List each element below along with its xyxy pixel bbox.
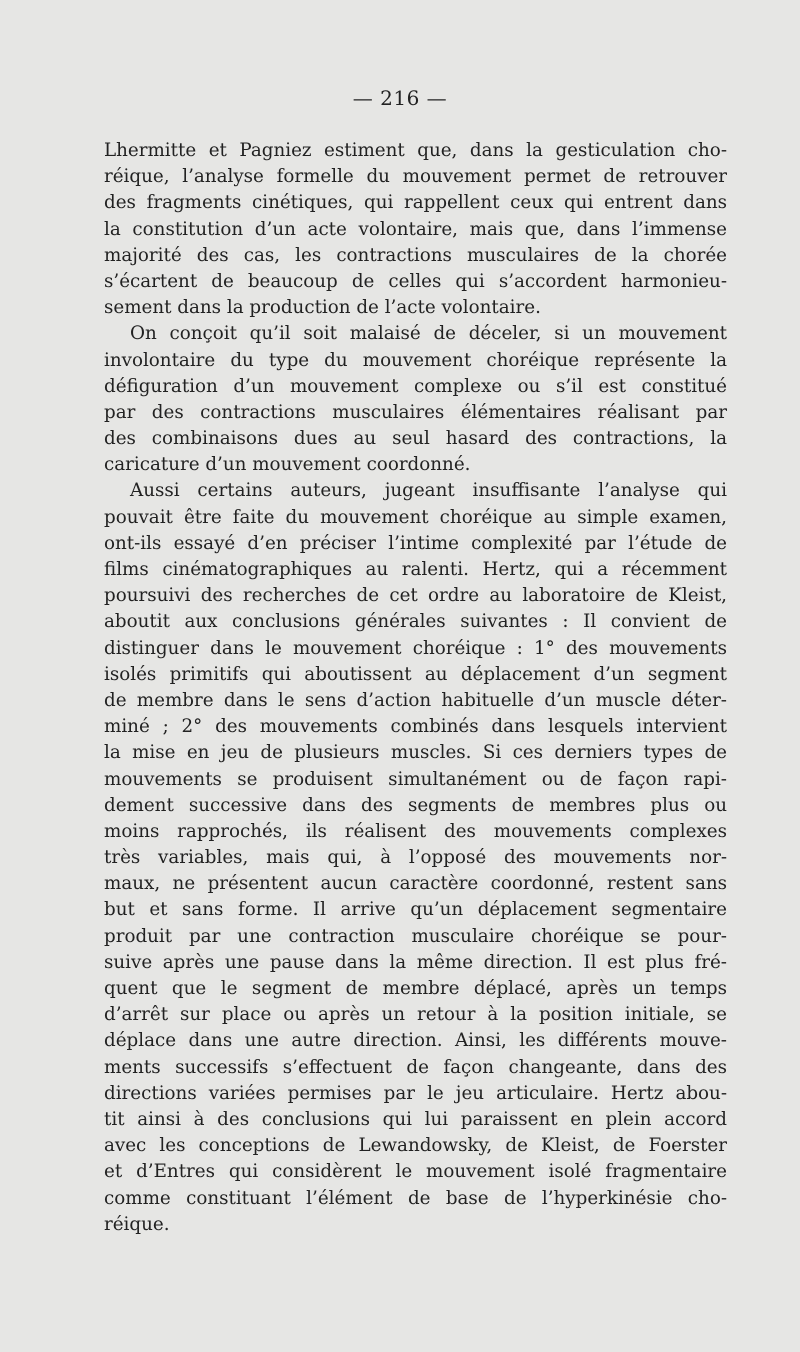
paragraph-3-line: poursuivi des recherches de cet ordre au laboratoire de Kleist, (104, 585, 727, 607)
paragraph-3-line: d’arrêt sur place ou après un retour à la position initiale, se (104, 1004, 727, 1026)
paragraph-2-line: par des contractions musculaires élémentaires réalisant par (104, 401, 727, 423)
paragraph-3-line: et d’Entres qui considèrent le mouvement isolé fragmentaire (104, 1161, 727, 1183)
paragraph-2-line: des combinaisons dues au seul hasard des contractions, la (104, 428, 727, 450)
paragraph-3-line: but et sans forme. Il arrive qu’un déplacement segmentaire (104, 899, 727, 921)
paragraph-1-line: réique, l’analyse formelle du mouvement permet de retrouver (104, 166, 727, 188)
paragraph-3-line: Aussi certains auteurs, jugeant insuffisante l’analyse qui (130, 480, 727, 502)
paragraph-3-line: aboutit aux conclusions générales suivantes : Il convient de (104, 611, 727, 633)
body-text (104, 138, 727, 1238)
paragraph-3-line: tit ainsi à des conclusions qui lui paraissent en plein accord (104, 1108, 727, 1130)
paragraph-3-line: avec les conceptions de Lewandowsky, de Kleist, de Foerster (104, 1135, 727, 1157)
paragraph-3-line: isolés primitifs qui aboutissent au déplacement d’un segment (104, 663, 727, 685)
paragraph-3-line: films cinématographiques au ralenti. Hertz, qui a récemment (104, 559, 727, 580)
paragraph-1-line: s’écartent de beaucoup de celles qui s’accordent harmonieu- (104, 270, 727, 292)
paragraph-1-line: majorité des cas, les contractions musculaires de la chorée (104, 244, 727, 266)
paragraph-3-line: miné ; 2° des mouvements combinés dans lesquels intervient (104, 716, 727, 738)
paragraph-3-line: quent que le segment de membre déplacé, après un temps (104, 978, 727, 999)
paragraph-2-line: caricature d’un mouvement coordonné. (104, 454, 471, 476)
paragraph-1-line: Lhermitte et Pagniez estiment que, dans la gesticulation cho- (104, 140, 727, 161)
paragraph-3-line: comme constituant l’élément de base de l’hyperkinésie cho- (104, 1187, 727, 1209)
paragraph-3-line: ont-ils essayé d’en préciser l’intime complexité par l’étude de (104, 532, 727, 554)
page-number: — 216 — (352, 86, 448, 110)
paragraph-3-line: dement successive dans des segments de membres plus ou (104, 794, 727, 816)
paragraph-3-line: produit par une contraction musculaire choréique se pour- (104, 925, 727, 947)
paragraph-1-line: des fragments cinétiques, qui rappellent ceux qui entrent dans (104, 192, 727, 214)
paragraph-3-line: ments successifs s’effectuent de façon changeante, dans des (104, 1056, 727, 1078)
paragraph-3-line: réique. (104, 1213, 170, 1235)
paragraph-3-line: mouvements se produisent simultanément ou de façon rapi- (104, 768, 727, 790)
paragraph-3-line: suive après une pause dans la même direction. Il est plus fré- (104, 951, 727, 973)
paragraph-2-line: On conçoit qu’il soit malaisé de déceler, si un mouvement (130, 323, 727, 345)
paragraph-1-line: la constitution d’un acte volontaire, mais que, dans l’immense (104, 218, 727, 240)
paragraph-3-line: pouvait être faite du mouvement choréique au simple examen, (104, 506, 727, 528)
paragraph-3-line: de membre dans le sens d’action habituelle d’un muscle déter- (104, 689, 727, 711)
paragraph-3-line: la mise en jeu de plusieurs muscles. Si ces derniers types de (104, 742, 727, 764)
paragraph-3-line: déplace dans une autre direction. Ainsi, les différents mouve- (104, 1030, 727, 1052)
paragraph-1-line: sement dans la production de l’acte volontaire. (104, 297, 541, 319)
paragraph-3-line: très variables, mais qui, à l’opposé des mouvements nor- (104, 847, 727, 869)
paragraph-3-line: moins rapprochés, ils réalisent des mouvements complexes (104, 820, 727, 842)
paragraph-2-line: involontaire du type du mouvement choréique représente la (104, 349, 727, 371)
paragraph-3-line: maux, ne présentent aucun caractère coordonné, restent sans (104, 873, 727, 895)
paragraph-2-line: défiguration d’un mouvement complexe ou s’il est constitué (104, 375, 727, 397)
paragraph-3-line: distinguer dans le mouvement choréique : 1° des mouvements (104, 637, 727, 659)
paragraph-3-line: directions variées permises par le jeu articulaire. Hertz abou- (104, 1082, 727, 1104)
